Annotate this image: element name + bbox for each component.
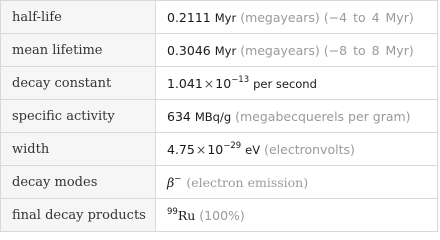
row-value xyxy=(156,199,438,232)
value-number: 0.2111 xyxy=(167,9,211,25)
value-number: 0.3046 xyxy=(167,42,211,58)
unit-name: (megabecquerels per gram) xyxy=(235,108,411,124)
times-sign: × xyxy=(195,141,207,157)
value-mantissa: 4.75 xyxy=(167,141,195,157)
row-value xyxy=(156,1,438,34)
table-row-width xyxy=(1,133,438,166)
row-value xyxy=(156,67,438,100)
value-unit: eV xyxy=(245,142,261,157)
product-fraction: (100%) xyxy=(199,207,245,223)
value-number: 634 xyxy=(167,108,191,124)
times-sign: × xyxy=(203,75,215,91)
table-row-final-decay-products xyxy=(1,199,438,232)
row-label: specific activity xyxy=(1,100,156,133)
beta-charge: − xyxy=(174,173,182,184)
row-label: decay modes xyxy=(1,166,156,199)
table-row-mean-lifetime xyxy=(1,34,438,67)
element-symbol: Ru xyxy=(177,207,196,223)
value-unit: MBq/g xyxy=(194,109,232,124)
value-exponent: −13 xyxy=(231,74,250,85)
beta-symbol: β xyxy=(167,174,175,190)
row-label: final decay products xyxy=(1,199,156,232)
row-value xyxy=(156,133,438,166)
row-label: decay constant xyxy=(1,67,156,100)
value-base: 10 xyxy=(207,141,224,157)
value-range: (−4 to 4 Myr) xyxy=(323,9,414,25)
value-unit: per second xyxy=(253,76,317,91)
table-row-decay-modes xyxy=(1,166,438,199)
decay-mode-description: (electron emission) xyxy=(186,174,309,190)
row-label: half-life xyxy=(1,1,156,34)
value-base: 10 xyxy=(215,75,232,91)
value-unit: Myr xyxy=(214,10,237,25)
unit-name: (megayears) xyxy=(240,9,320,25)
table-row-decay-constant xyxy=(1,67,438,100)
row-value xyxy=(156,34,438,67)
value-exponent: −29 xyxy=(223,140,242,151)
value-unit: Myr xyxy=(214,43,237,58)
row-label: width xyxy=(1,133,156,166)
mass-number: 99 xyxy=(167,206,178,217)
row-value xyxy=(156,166,438,199)
value-range: (−8 to 8 Myr) xyxy=(323,42,414,58)
row-value xyxy=(156,100,438,133)
row-label: mean lifetime xyxy=(1,34,156,67)
unit-name: (megayears) xyxy=(240,42,320,58)
value-mantissa: 1.041 xyxy=(167,75,203,91)
unit-name: (electronvolts) xyxy=(264,141,355,157)
table-row-half-life xyxy=(1,1,438,34)
table-row-specific-activity xyxy=(1,100,438,133)
